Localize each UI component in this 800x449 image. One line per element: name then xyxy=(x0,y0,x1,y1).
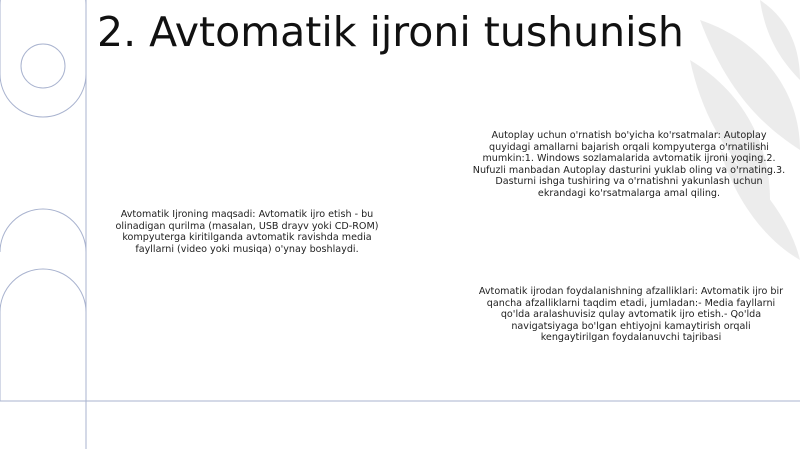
arch-top xyxy=(0,0,86,117)
text-block-benefits: Avtomatik ijrodan foydalanishning afzalliklari: Avtomatik ijro bir qancha afzalliklarni taqdim etadi, jumladan:- Media fayllarni qo'lda aralashuvisiz qulay avtomatik ijro etish.- Qo'lda navigatsiyaga bo'lgan ehtiyojni kamaytirish orqali kengaytirilgan foydalanuvchi tajribasi xyxy=(478,286,784,344)
arc-top-cap xyxy=(0,0,86,5)
text-block-installation: Autoplay uchun o'rnatish bo'yicha ko'rsatmalar: Autoplay quyidagi amallarni bajarish orqali kompyuterga o'rnatilishi mumkin:1. Windows sozlamalarida avtomatik ijroni yoqing.2. Nufuzli manbadan Autoplay dasturini yuklab oling va o'rnating.3. Dasturni ishga tushiring va o'rnatishni yakunlash uchun ekrandagi ko'rsatmalarga amal qiling. xyxy=(472,130,786,199)
page-title: 2. Avtomatik ijroni tushunish xyxy=(97,8,684,56)
circle-small xyxy=(21,44,65,88)
arch-middle xyxy=(0,209,86,252)
arch-lower xyxy=(0,269,86,312)
text-block-purpose: Avtomatik Ijroning maqsadi: Avtomatik ijro etish - bu olinadigan qurilma (masalan, USB drayv yoki CD-ROM) kompyuterga kiritilganda avtomatik ravishda media fayllarni (video yoki musiqa) o'ynay boshlaydi. xyxy=(115,209,379,255)
